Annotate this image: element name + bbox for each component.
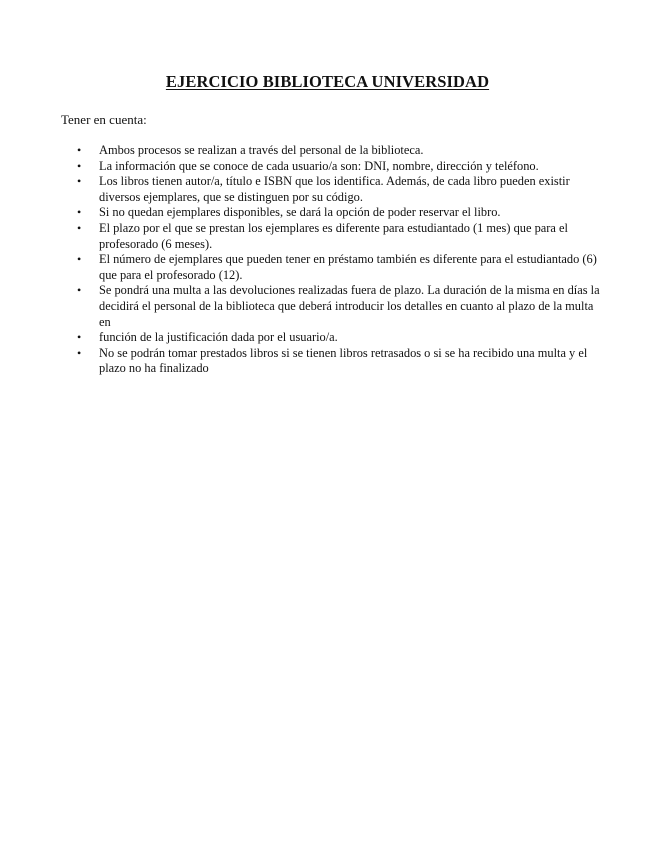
list-item: [61, 346, 601, 377]
list-item-text: El número de ejemplares que pueden tener en préstamo también es diferente para el estudiantado (6) que para el profesorado (12).: [99, 252, 597, 282]
list-item: [61, 159, 601, 175]
bullet-icon: •: [77, 143, 82, 157]
document-title: EJERCICIO BIBLIOTECA UNIVERSIDAD: [165, 72, 490, 91]
requirements-list: [61, 143, 601, 377]
list-item-text: Si no quedan ejemplares disponibles, se dará la opción de poder reservar el libro.: [99, 205, 501, 220]
intro-text: Tener en cuenta:: [61, 112, 147, 127]
list-item: [61, 174, 601, 205]
list-item: [61, 221, 601, 252]
list-item: [61, 252, 601, 283]
list-item-text: Se pondrá una multa a las devoluciones realizadas fuera de plazo. La duración de la misma en días la decidirá el personal de la biblioteca que deberá introducir los detalles en cuanto al plazo de la multa en: [99, 283, 600, 329]
bullet-icon: •: [77, 158, 82, 173]
bullet-icon: •: [77, 205, 82, 220]
list-item-text: Los libros tienen autor/a, título e ISBN que los identifica. Además, de cada libro pueden existir diversos ejemplares, que se distinguen por su código.: [99, 174, 570, 204]
list-item: [61, 283, 601, 330]
list-item-text: No se podrán tomar prestados libros si se tienen libros retrasados o si se ha recibido una multa y el plazo no ha finalizado: [99, 345, 588, 376]
bullet-icon: •: [77, 345, 82, 360]
bullet-icon: •: [77, 174, 82, 189]
list-item: [61, 143, 601, 159]
list-item-text: función de la justificación dada por el usuario/a.: [99, 330, 338, 345]
list-item-text: El plazo por el que se prestan los ejemplares es diferente para estudiantado (1 mes) que para el profesorado (6 meses).: [99, 220, 568, 251]
list-item: [61, 205, 601, 221]
bullet-icon: •: [77, 330, 82, 345]
list-item: [61, 330, 601, 346]
list-item-text: La información que se conoce de cada usuario/a son: DNI, nombre, dirección y teléfono.: [99, 158, 539, 173]
list-item-text: Ambos procesos se realizan a través del personal de la biblioteca.: [99, 143, 424, 157]
bullet-icon: •: [77, 252, 82, 267]
bullet-icon: •: [77, 283, 82, 298]
bullet-icon: •: [77, 220, 82, 235]
